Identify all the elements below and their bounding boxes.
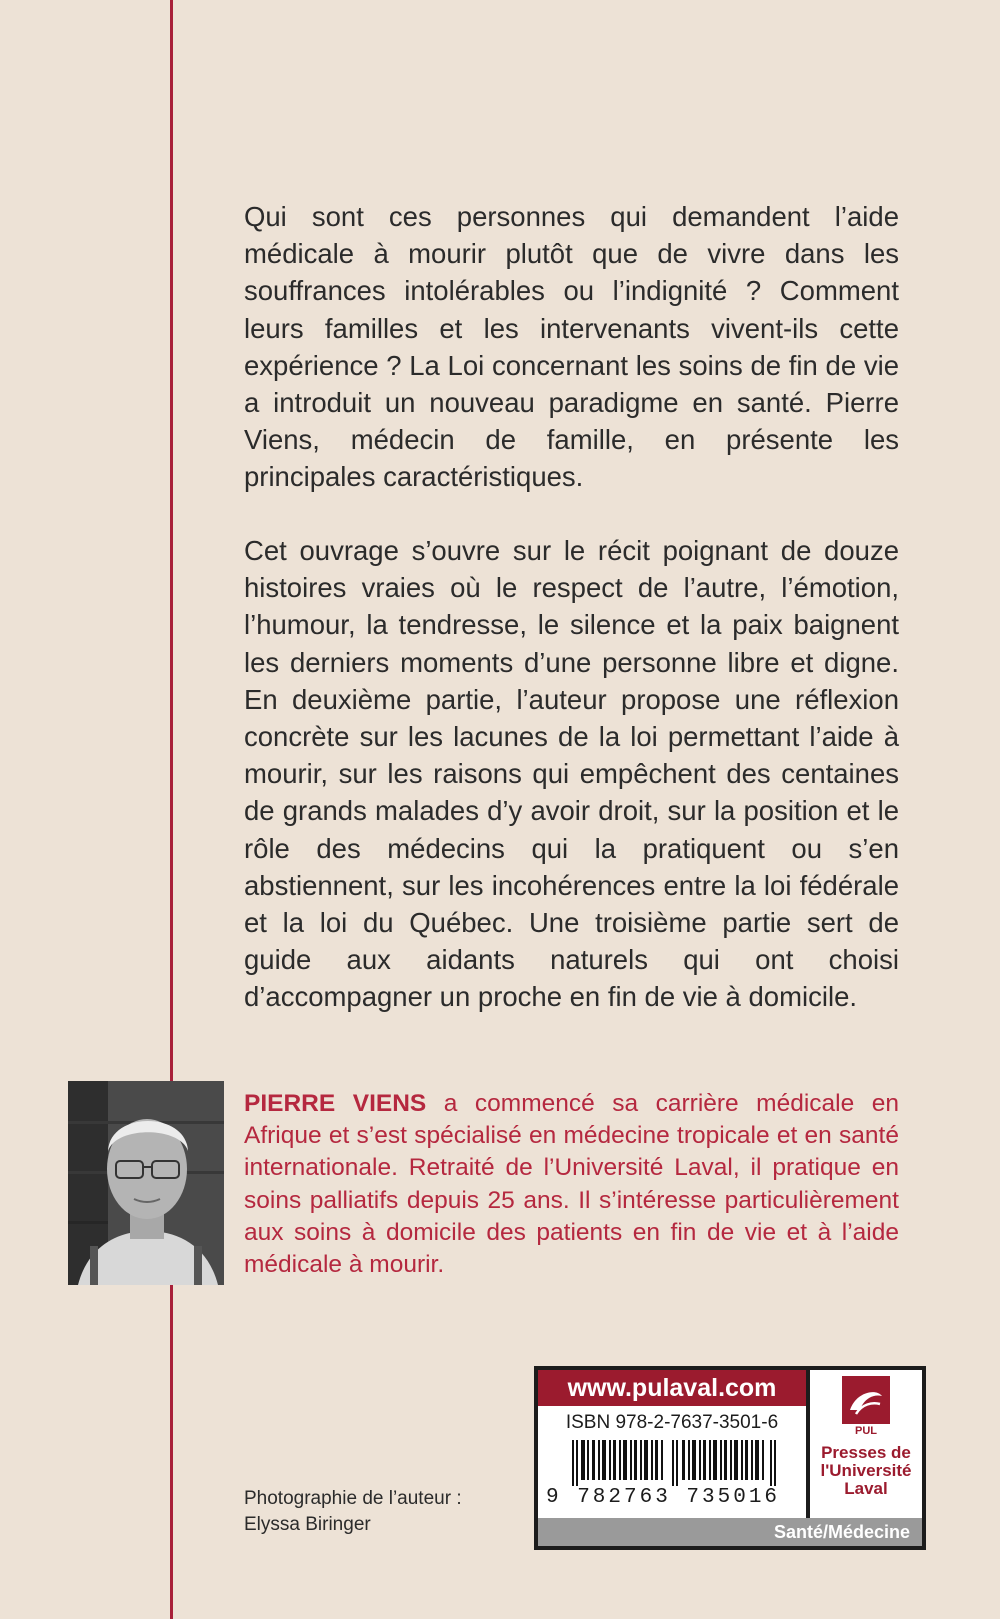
author-bio-text: a commencé sa carrière médicale en Afrique et s’est spécialisé en médecine tropicale et en santé internationale. Retraité de l’Université Laval, il pratique en soins palliatifs depuis 25 ans. Il s’intéresse particulièrement aux soins à domicile des patients en fin de vie et à l’aide médicale à mourir. — [244, 1090, 899, 1279]
pul-logo-icon — [842, 1376, 890, 1424]
category-label: Santé/Médecine — [538, 1518, 922, 1546]
author-name: PIERRE VIENS — [244, 1090, 427, 1117]
author-photo — [68, 1081, 224, 1285]
photo-credit-line-1: Photographie de l’auteur : — [244, 1488, 462, 1509]
publisher-logo — [810, 1370, 922, 1518]
blurb-paragraph-2: Cet ouvrage s’ouvre sur le récit poignant de douze histoires vraies où le respect de l’autre, l’émotion, l’humour, la tendresse, le silence et la paix baignent les derniers moments d’une personne libre et digne. En deuxième partie, l’auteur propose une réflexion concrète sur les lacunes de la loi permettant l’aide à mourir, sur les raisons qui empêchent des centaines de grands malades d’y avoir droit, sur la position et le rôle des médecins qui la pratiquent ou s’en abstiennent, sur les incohérences entre la loi fédérale et la loi du Québec. Une troisième partie sert de guide aux aidants naturels qui ont choisi d’accompagner un proche en fin de vie à domicile. — [244, 535, 899, 1013]
barcode-area — [538, 1406, 806, 1518]
publisher-url[interactable]: www.pulaval.com — [538, 1370, 806, 1406]
pul-logo-text: PUL — [855, 1425, 877, 1437]
publisher-name-line-1: Presses de — [821, 1443, 911, 1462]
publisher-box — [534, 1366, 926, 1550]
author-bio — [244, 1088, 899, 1281]
photo-credit — [244, 1486, 524, 1538]
isbn-label: ISBN 978-2-7637-3501-6 — [565, 1412, 779, 1433]
blurb-paragraph-1: Qui sont ces personnes qui demandent l’aide médicale à mourir plutôt que de vivre dans les souffrances intolérables ou l’indignité ? Comment leurs familles et les intervenants vivent-ils cette expérience ? La Loi concernant les soins de fin de vie a introduit un nouveau paradigme en santé. Pierre Viens, médecin de famille, en présente les principales caractéristiques. — [244, 201, 899, 493]
publisher-name-line-2: l'Université — [820, 1461, 912, 1480]
barcode-digits: 9 782763 735016 — [546, 1486, 781, 1509]
vertical-rule — [170, 0, 173, 1619]
barcode-bars — [572, 1440, 782, 1486]
publisher-name — [810, 1444, 922, 1498]
photo-credit-line-2: Elyssa Biringer — [244, 1514, 371, 1535]
publisher-name-line-3: Laval — [844, 1479, 888, 1498]
